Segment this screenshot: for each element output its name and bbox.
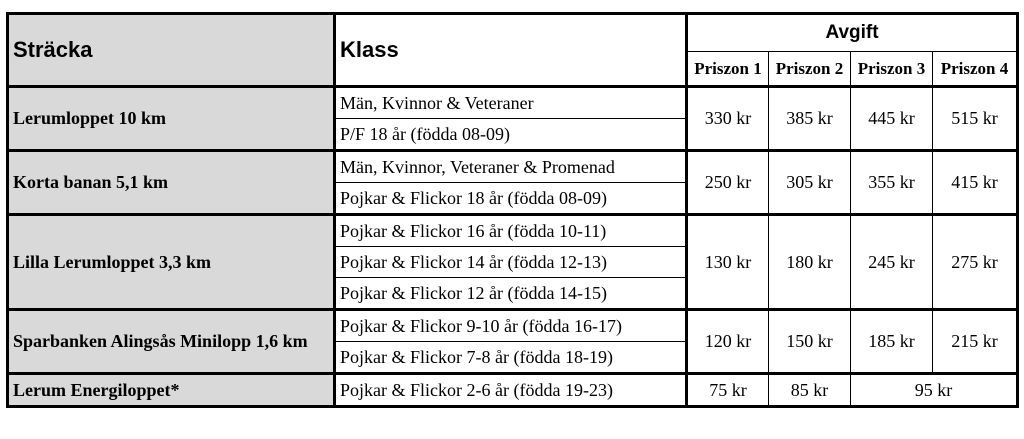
price-cell: 95 kr	[851, 374, 1018, 407]
price-cell: 515 kr	[933, 87, 1018, 151]
price-cell: 120 kr	[687, 310, 769, 374]
header-row-1	[8, 14, 1018, 52]
klass-cell: Män, Kvinnor & Veteraner	[335, 87, 687, 119]
price-cell: 385 kr	[769, 87, 851, 151]
header-avgift: Avgift	[687, 14, 1018, 52]
table-row	[8, 374, 1018, 407]
price-cell: 305 kr	[769, 151, 851, 215]
header-stracka: Sträcka	[8, 14, 335, 87]
klass-cell: Pojkar & Flickor 2-6 år (födda 19-23)	[335, 374, 687, 407]
price-cell: 185 kr	[851, 310, 933, 374]
klass-cell: Pojkar & Flickor 16 år (födda 10-11)	[335, 215, 687, 247]
price-cell: 250 kr	[687, 151, 769, 215]
price-cell: 180 kr	[769, 215, 851, 310]
header-zone-2: Priszon 2	[769, 52, 851, 87]
klass-cell: Män, Kvinnor, Veteraner & Promenad	[335, 151, 687, 183]
stracka-cell: Sparbanken Alingsås Minilopp 1,6 km	[8, 310, 335, 374]
klass-cell: Pojkar & Flickor 12 år (födda 14-15)	[335, 278, 687, 310]
price-cell: 215 kr	[933, 310, 1018, 374]
header-zone-4: Priszon 4	[933, 52, 1018, 87]
price-cell: 150 kr	[769, 310, 851, 374]
price-cell: 245 kr	[851, 215, 933, 310]
fee-table	[6, 12, 1019, 408]
price-cell: 415 kr	[933, 151, 1018, 215]
header-klass: Klass	[335, 14, 687, 87]
table-row	[8, 151, 1018, 183]
price-cell: 445 kr	[851, 87, 933, 151]
header-zone-1: Priszon 1	[687, 52, 769, 87]
price-cell: 330 kr	[687, 87, 769, 151]
stracka-cell: Lerumloppet 10 km	[8, 87, 335, 151]
stracka-cell: Lilla Lerumloppet 3,3 km	[8, 215, 335, 310]
table-row	[8, 310, 1018, 342]
price-cell: 275 kr	[933, 215, 1018, 310]
klass-cell: Pojkar & Flickor 14 år (födda 12-13)	[335, 247, 687, 278]
klass-cell: Pojkar & Flickor 18 år (födda 08-09)	[335, 183, 687, 215]
stracka-cell: Lerum Energiloppet*	[8, 374, 335, 407]
price-cell: 75 kr	[687, 374, 769, 407]
table-row	[8, 215, 1018, 247]
stracka-cell: Korta banan 5,1 km	[8, 151, 335, 215]
header-zone-3: Priszon 3	[851, 52, 933, 87]
klass-cell: Pojkar & Flickor 7-8 år (födda 18-19)	[335, 342, 687, 374]
price-cell: 130 kr	[687, 215, 769, 310]
klass-cell: Pojkar & Flickor 9-10 år (födda 16-17)	[335, 310, 687, 342]
price-cell: 85 kr	[769, 374, 851, 407]
price-cell: 355 kr	[851, 151, 933, 215]
klass-cell: P/F 18 år (födda 08-09)	[335, 119, 687, 151]
table-row	[8, 87, 1018, 119]
